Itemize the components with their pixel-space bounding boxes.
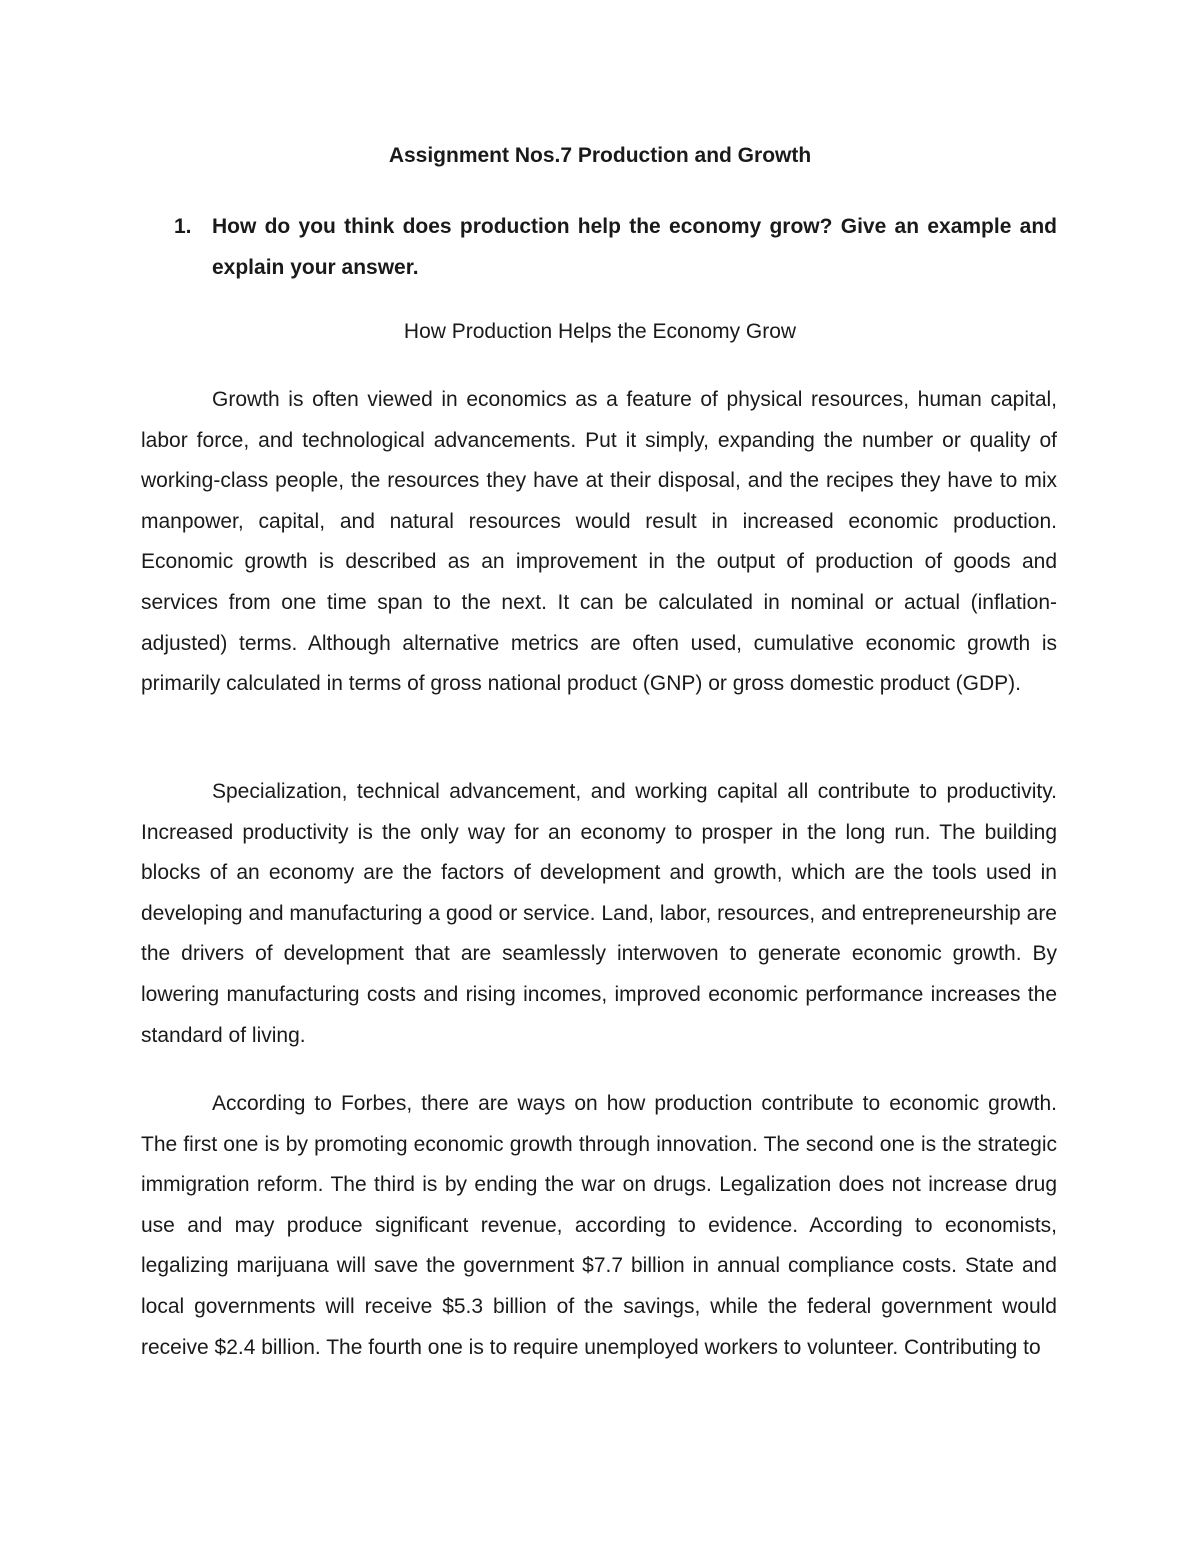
paragraph-2: Specialization, technical advancement, and working capital all contribute to productivity. Increased productivity is the only way for an economy to prosper in the long run. The building blocks of an economy are the factors of development and growth, which are the tools used in developing and manufacturing a good or service. Land, labor, resources, and entrepreneurship are the drivers of development that are seamlessly interwoven to generate economic growth. By lowering manufacturing costs and rising incomes, improved economic performance increases the standard of living. <box>141 780 1057 1047</box>
question-number: 1. <box>174 215 192 238</box>
paragraph-1: Growth is often viewed in economics as a feature of physical resources, human capital, labor force, and technological advancements. Put it simply, expanding the number or quality of working-class people, the resources they have at their disposal, and the recipes they have to mix manpower, capital, and natural resources would result in increased economic production. Economic growth is described as an improvement in the output of production of goods and services from one time span to the next. It can be calculated in nominal or actual (inflation-adjusted) terms. Although alternative metrics are often used, cumulative economic growth is primarily calculated in terms of gross national product (GNP) or gross domestic product (GDP). <box>141 388 1057 696</box>
essay-subtitle: How Production Helps the Economy Grow <box>403 320 797 343</box>
question-text: How do you think does production help the economy grow? Give an example and explain your answer. <box>212 215 1057 279</box>
paragraph-3: According to Forbes, there are ways on how production contribute to economic growth. The first one is by promoting economic growth through innovation. The second one is the strategic immigration reform. The third is by ending the war on drugs. Legalization does not increase drug use and may produce significant revenue, according to evidence. According to economists, legalizing marijuana will save the government $7.7 billion in annual compliance costs. State and local governments will receive $5.3 billion of the savings, while the federal government would receive $2.4 billion. The fourth one is to require unemployed workers to volunteer. Contributing to <box>141 1092 1057 1359</box>
question-1 <box>141 207 1057 288</box>
document-title: Assignment Nos.7 Production and Growth <box>388 144 812 167</box>
